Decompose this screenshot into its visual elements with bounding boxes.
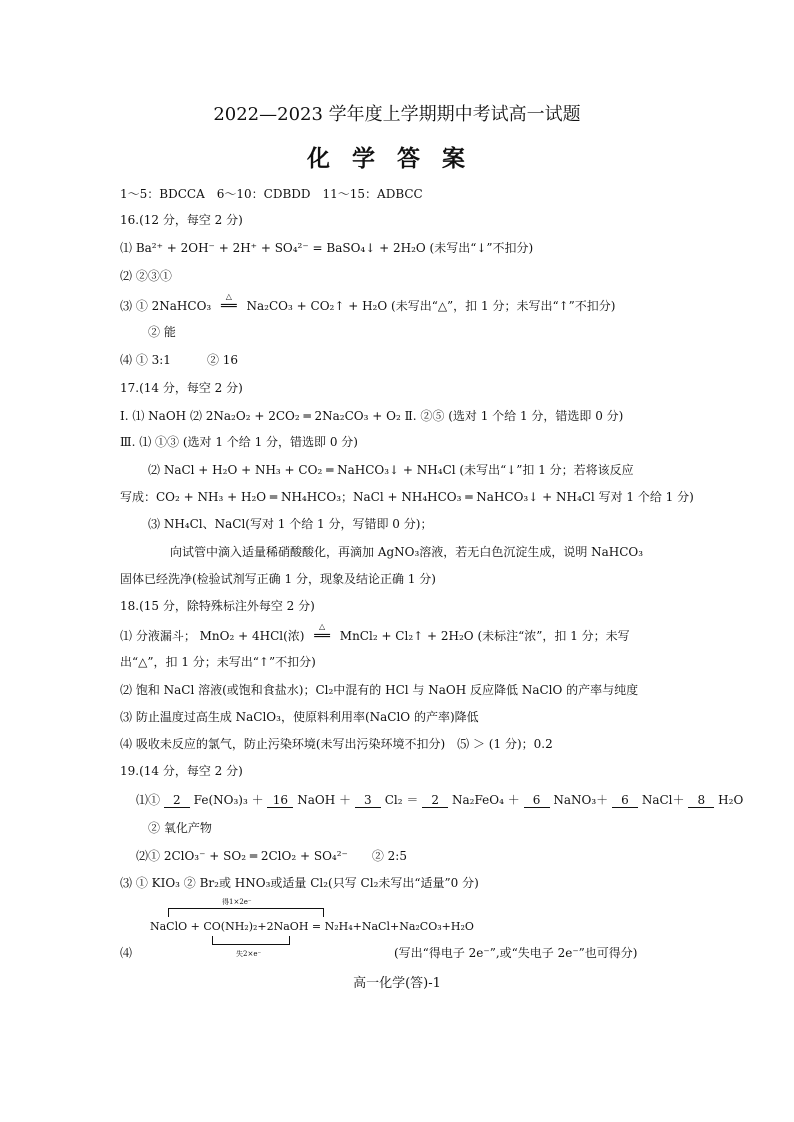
q18-part1-right: MnCl₂ + Cl₂↑ + 2H₂O (未标注“浓”，扣 1 分；未写 bbox=[339, 629, 630, 643]
page-subtitle: 化学答案 bbox=[307, 145, 487, 172]
delta-symbol: △ bbox=[225, 292, 232, 301]
gain-electron-bracket bbox=[168, 908, 324, 917]
mcq-answers: 1～5：BDCCA 6～10：CDBDD 11～15：ADBCC bbox=[120, 187, 423, 201]
coefficient-1: 2 bbox=[164, 794, 190, 808]
redox-equation: NaClO + CO(NH₂)₂+2NaOH = N₂H₄+NaCl+Na₂CO₃+H₂O bbox=[150, 920, 474, 933]
q16-part1: ⑴ Ba²⁺ + 2OH⁻ + 2H⁺ + SO₄²⁻ = BaSO₄↓ + 2H₂O (未写出“↓”不扣分) bbox=[120, 241, 534, 255]
q19-part1-prefix: ⑴① bbox=[136, 793, 161, 807]
q17-part5b: 固体已经洗净(检验试剂写正确 1 分，现象及结论正确 1 分) bbox=[120, 572, 436, 586]
coefficient-5: 6 bbox=[524, 794, 550, 808]
species-1: Fe(NO₃)₃ ＋ bbox=[193, 793, 264, 807]
q16-part2: ⑵ ②③① bbox=[120, 269, 172, 283]
q17-part1: Ⅰ. ⑴ NaOH ⑵ 2Na₂O₂ + 2CO₂ ═ 2Na₂CO₃ + O₂ Ⅱ. ②⑤ (选对 1 个给 1 分，错选即 0 分) bbox=[120, 409, 624, 423]
q17-part4: ⑶ NH₄Cl、NaCl(写对 1 个给 1 分，写错即 0 分)； bbox=[148, 517, 433, 531]
q17-part3b: 写成：CO₂ + NH₃ + H₂O ═ NH₄HCO₃；NaCl + NH₄HCO₃ ═ NaHCO₃↓ + NH₄Cl 写对 1 个给 1 分) bbox=[120, 490, 694, 504]
species-6: NaCl＋ bbox=[641, 793, 685, 807]
coefficient-2: 16 bbox=[267, 794, 293, 808]
gain-electron-label: 得1×2e⁻ bbox=[222, 898, 252, 906]
species-2: NaOH ＋ bbox=[297, 793, 352, 807]
coefficient-3: 3 bbox=[355, 794, 381, 808]
lose-electron-bracket bbox=[212, 936, 290, 945]
q19-part4-note: (写出“得电子 2e⁻”,或“失电子 2e⁻”也可得分) bbox=[394, 946, 638, 960]
q19-part4-label: ⑷ bbox=[120, 946, 133, 960]
q17-part2: Ⅲ. ⑴ ①③ (选对 1 个给 1 分，错选即 0 分) bbox=[120, 435, 358, 449]
q19-part3: ⑶ ① KIO₃ ② Br₂或 HNO₃或适量 Cl₂(只写 Cl₂未写出“适量”0 分) bbox=[120, 876, 479, 890]
species-3: Cl₂ ＝ bbox=[384, 793, 419, 807]
species-4: Na₂FeO₄ ＋ bbox=[452, 793, 520, 807]
coefficient-7: 8 bbox=[688, 794, 714, 808]
q19-part2: ⑵① 2ClO₃⁻ + SO₂ ═ 2ClO₂ + SO₄²⁻ ② 2:5 bbox=[136, 849, 407, 863]
q18-part1-left: ⑴ 分液漏斗； MnO₂ + 4HCl(浓) bbox=[120, 629, 305, 643]
q19-part1b: ② 氧化产物 bbox=[148, 821, 212, 835]
page-footer: 高一化学(答)-1 bbox=[353, 976, 441, 991]
q16-part3-right: Na₂CO₃ + CO₂↑ + H₂O (未写出“△”，扣 1 分；未写出“↑”不扣分) bbox=[246, 299, 616, 313]
page-title: 2022—2023 学年度上学期期中考试高一试题 bbox=[213, 104, 581, 125]
q16-part4: ⑷ ① 3:1 ② 16 bbox=[120, 353, 239, 367]
q16-part3-left: ⑶ ① 2NaHCO₃ bbox=[120, 299, 212, 313]
double-equals: ══ bbox=[221, 299, 237, 314]
q19-heading: 19.(14 分，每空 2 分) bbox=[120, 764, 243, 778]
q18-part3: ⑶ 防止温度过高生成 NaClO₃，使原料利用率(NaClO 的产率)降低 bbox=[120, 710, 479, 724]
coefficient-4: 2 bbox=[422, 794, 448, 808]
lose-electron-label: 失2×e⁻ bbox=[236, 950, 262, 958]
double-equals: ══ bbox=[314, 629, 330, 644]
q16-heading: 16.(12 分，每空 2 分) bbox=[120, 213, 243, 227]
coefficient-6: 6 bbox=[612, 794, 638, 808]
heating-equals-sign bbox=[221, 292, 237, 315]
q18-part1 bbox=[120, 622, 630, 645]
q17-heading: 17.(14 分，每空 2 分) bbox=[120, 381, 243, 395]
heating-equals-sign bbox=[314, 622, 330, 645]
q18-part4: ⑷ 吸收未反应的氯气，防止污染环境(未写出污染环境不扣分) ⑸ ＞ (1 分)；0.2 bbox=[120, 737, 553, 751]
q18-part2: ⑵ 饱和 NaCl 溶液(或饱和食盐水)；Cl₂中混有的 HCl 与 NaOH 反应降低 NaClO 的产率与纯度 bbox=[120, 683, 639, 697]
q16-part3 bbox=[120, 292, 616, 315]
delta-symbol: △ bbox=[319, 622, 326, 631]
species-5: NaNO₃＋ bbox=[553, 793, 609, 807]
q18-part1b: 出“△”，扣 1 分；未写出“↑”不扣分) bbox=[120, 655, 316, 669]
q18-heading: 18.(15 分，除特殊标注外每空 2 分) bbox=[120, 599, 315, 613]
q16-part3b: ② 能 bbox=[148, 325, 176, 339]
q17-part3: ⑵ NaCl + H₂O + NH₃ + CO₂ ═ NaHCO₃↓ + NH₄Cl (未写出“↓”扣 1 分；若将该反应 bbox=[148, 463, 634, 477]
q19-part1-equation bbox=[136, 792, 743, 808]
species-7: H₂O bbox=[718, 793, 744, 807]
q17-part5: 向试管中滴入适量稀硝酸酸化，再滴加 AgNO₃溶液，若无白色沉淀生成，说明 NaHCO₃ bbox=[170, 545, 644, 559]
